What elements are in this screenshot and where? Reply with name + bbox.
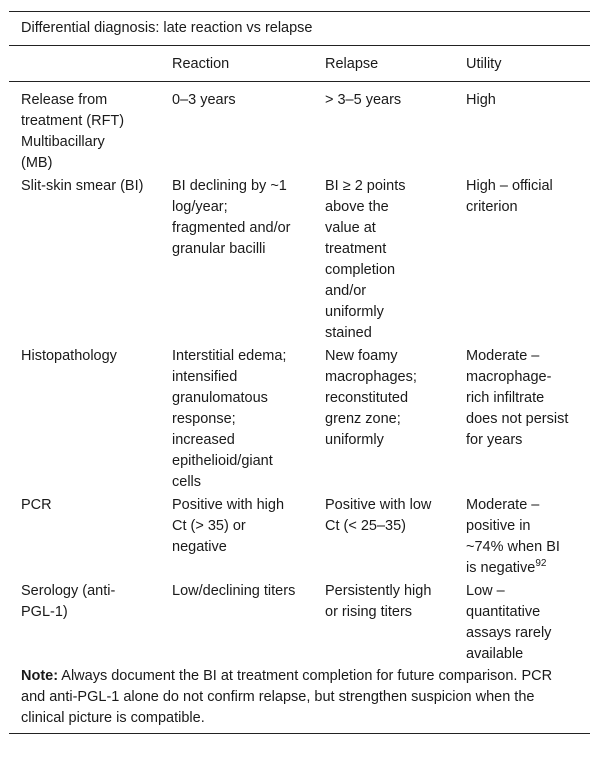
table-row — [9, 579, 590, 665]
criterion-cell: Slit-skin smear (BI) — [21, 178, 144, 194]
header-relapse: Relapse — [313, 46, 454, 82]
header-reaction: Reaction — [160, 46, 313, 82]
relapse-cell: BI ≥ 2 points above the value at treatment completion and/or uniformly stained — [325, 178, 406, 341]
relapse-cell: Positive with low Ct (< 25–35) — [325, 497, 432, 534]
reaction-cell: BI declining by ~1 log/year; fragmented and/or granular bacilli — [172, 178, 291, 257]
table-row — [9, 344, 590, 493]
relapse-cell: Persistently high or rising titers — [325, 583, 432, 620]
header-row — [9, 46, 590, 82]
reference-superscript: 92 — [535, 558, 547, 570]
reaction-cell: 0–3 years — [172, 92, 236, 108]
note-text: Always document the BI at treatment completion for future comparison. PCR and anti-PGL-1 alone do not confirm relapse, but strengthen suspicion when the clinical picture is compatible. — [21, 668, 553, 726]
table-row — [9, 82, 590, 175]
utility-text: Moderate – positive in ~74% when BI is negative — [466, 497, 560, 576]
utility-cell: Moderate – macrophage-rich infiltrate does not persist for years — [466, 348, 569, 448]
criterion-cell: PCR — [21, 497, 52, 513]
table-row — [9, 493, 590, 579]
header-criterion — [9, 46, 160, 82]
differential-table — [9, 46, 590, 665]
reaction-cell: Low/declining titers — [172, 583, 296, 599]
table-note — [9, 665, 590, 734]
note-label: Note: — [21, 668, 59, 684]
criterion-cell: Release from treatment (RFT) Multibacillary (MB) — [21, 92, 125, 171]
header-utility: Utility — [454, 46, 590, 82]
utility-cell: High – official criterion — [466, 178, 553, 215]
criterion-cell: Histopathology — [21, 348, 117, 364]
table-caption: Differential diagnosis: late reaction vs relapse — [9, 11, 590, 46]
utility-cell: High — [466, 92, 496, 108]
utility-cell — [454, 493, 590, 579]
relapse-cell: > 3–5 years — [325, 92, 402, 108]
table-row — [9, 174, 590, 344]
relapse-cell: New foamy macrophages; reconstituted grenz zone; uniformly — [325, 348, 417, 448]
utility-cell: Low – quantitative assays rarely available — [466, 583, 552, 662]
reaction-cell: Interstitial edema; intensified granulomatous response; increased epithelioid/giant cells — [172, 348, 287, 490]
table-container — [9, 11, 590, 734]
criterion-cell: Serology (anti-PGL-1) — [21, 583, 116, 620]
reaction-cell: Positive with high Ct (> 35) or negative — [172, 497, 285, 555]
